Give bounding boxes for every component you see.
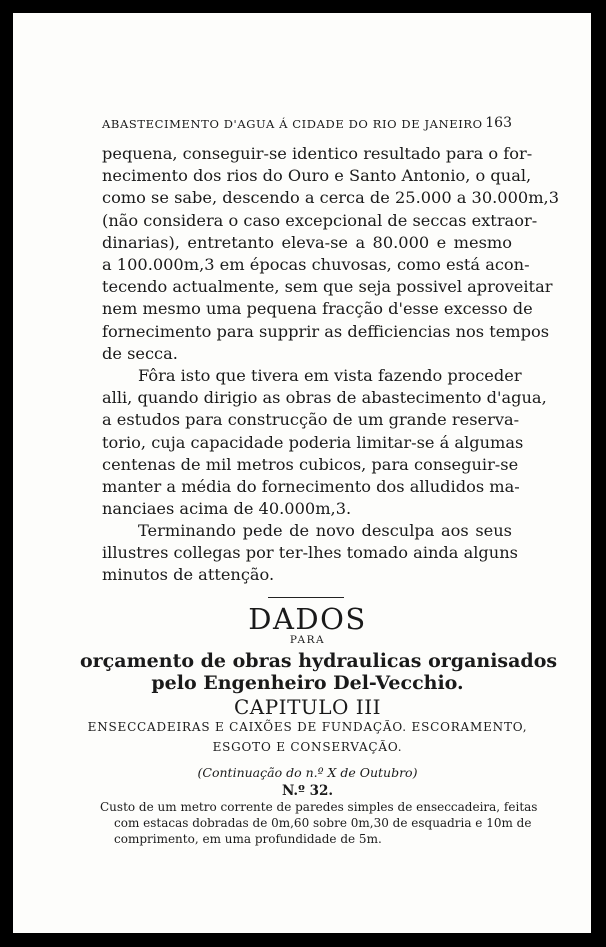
chapter-topic-1: ENSECCADEIRAS E CAIXÕES DE FUNDAÇÃO. ESCORAMENTO, [87, 720, 528, 734]
text-line: necimento dos rios do Ouro e Santo Antonio, o qual, [102, 166, 532, 186]
text-line: nem mesmo uma pequena fracção d'esse excesso de [102, 299, 533, 319]
paragraph-3 [102, 520, 518, 587]
text-line: de secca. [102, 343, 178, 363]
continuation-note: (Continuação do n.º X de Outubro) [197, 765, 418, 780]
text-line: a estudos para construcção de um grande reserva- [102, 410, 520, 430]
text-line: Terminando pede de novo desculpa aos seus [138, 521, 512, 540]
text-line: tecendo actualmente, sem que seja possivel aproveitar [102, 277, 553, 297]
text-line: dinarias), entretanto eleva-se a 80.000 e mesmo [102, 232, 512, 252]
text-line: manter a média do fornecimento dos alludidos ma- [102, 477, 520, 497]
text-line: como se sabe, descendo a cerca de 25.000 a 30.000m,3 [102, 188, 559, 208]
page-number: 163 [485, 115, 512, 131]
section-para: PARA [289, 634, 326, 646]
running-header [102, 117, 512, 131]
section-subtitle-2: pelo Engenheiro Del-Vecchio. [151, 672, 464, 694]
chapter-topic-2: ESGOTO E CONSERVAÇÃO. [212, 740, 403, 754]
item-number: N.º 32. [281, 783, 334, 799]
item-description [100, 799, 538, 847]
text-line: com estacas dobradas de 0m,60 sobre 0m,30 de esquadria e 10m de [114, 816, 532, 830]
chapter-heading: CAPITULO III [233, 695, 382, 719]
text-line: nanciaes acima de 40.000m,3. [102, 499, 352, 519]
text-line: comprimento, em uma profundidade de 5m. [114, 832, 382, 846]
text-line: (não considera o caso excepcional de seccas extraor- [102, 210, 538, 230]
text-line: Fôra isto que tivera em vista fazendo proceder [138, 366, 522, 385]
paragraph-2 [102, 365, 547, 520]
text-line: centenas de mil metros cubicos, para conseguir-se [102, 454, 519, 474]
text-line: pequena, conseguir-se identico resultado para o for- [102, 144, 533, 163]
text-line: Custo de um metro corrente de paredes simples de enseccadeira, feitas [100, 800, 538, 814]
section-title: DADOS [248, 602, 367, 636]
paragraph-1 [102, 143, 559, 365]
text-line: illustres collegas por ter-lhes tomado ainda alguns [102, 543, 518, 563]
text-line: fornecimento para supprir as defficiencias nos tempos [102, 321, 550, 341]
section-subtitle-1: orçamento de obras hydraulicas organisados [80, 650, 558, 672]
text-line: torio, cuja capacidade poderia limitar-se á algumas [102, 432, 524, 452]
running-title: ABASTECIMENTO D'AGUA Á CIDADE DO RIO DE JANEIRO [102, 117, 483, 131]
text-line: minutos de attenção. [102, 565, 275, 585]
text-line: alli, quando dirigio as obras de abastecimento d'agua, [102, 388, 547, 408]
section-divider [268, 597, 344, 598]
text-line: a 100.000m,3 em épocas chuvosas, como está acon- [102, 255, 530, 275]
